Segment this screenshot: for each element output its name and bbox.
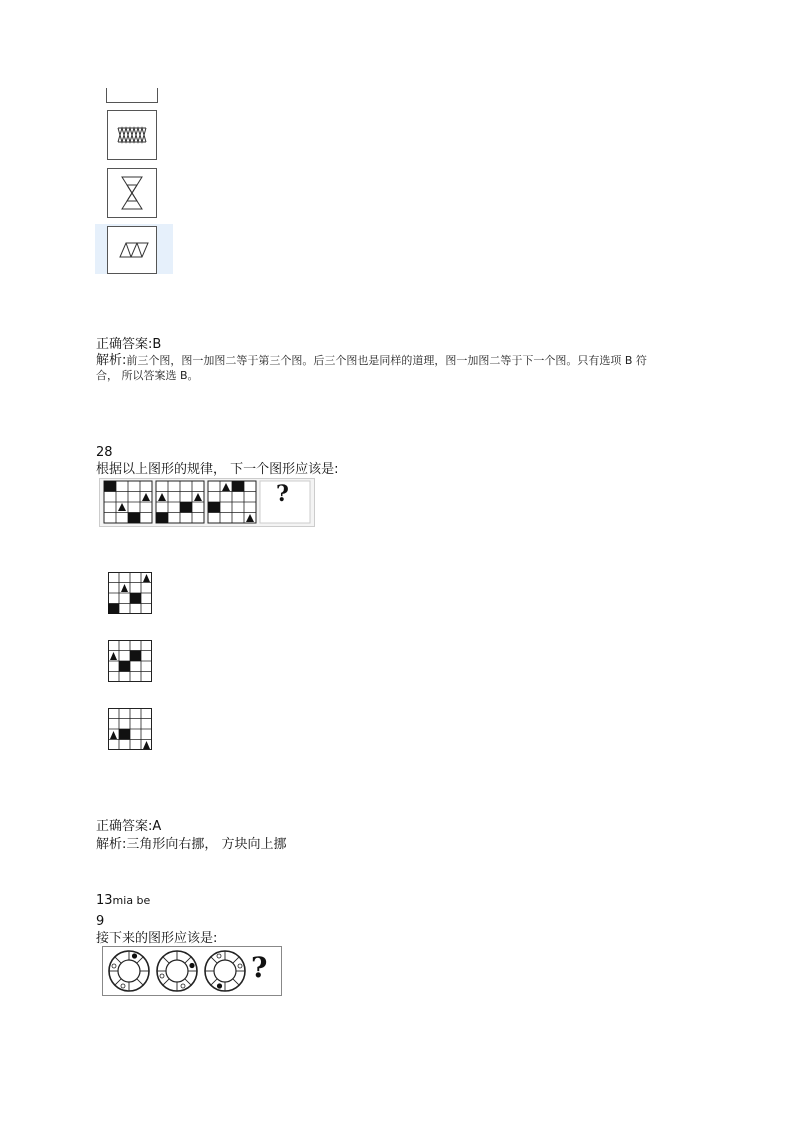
q27-option-partial[interactable] bbox=[106, 88, 158, 103]
q28-question-mark: ? bbox=[276, 481, 289, 507]
q27-option-c[interactable] bbox=[107, 226, 157, 274]
hourglass-triangles-icon bbox=[108, 169, 156, 217]
q28-option-a-grid bbox=[108, 572, 152, 614]
q28-analysis: 解析:三角形向右挪， 方块向上挪 bbox=[96, 837, 287, 852]
q27-analysis bbox=[96, 354, 647, 368]
q28-option-b[interactable] bbox=[108, 640, 152, 682]
q29-number: 9 bbox=[96, 914, 105, 929]
q27-option-b[interactable] bbox=[107, 168, 157, 218]
q29-question-mark: ? bbox=[251, 951, 268, 984]
q28-option-a[interactable] bbox=[108, 572, 152, 614]
q28-option-c-grid bbox=[108, 708, 152, 750]
q29-prompt: 接下来的图形应该是: bbox=[96, 931, 218, 946]
q27-answer: 正确答案:B bbox=[96, 337, 162, 352]
q28-prompt: 根据以上图形的规律， 下一个图形应该是: bbox=[96, 462, 339, 477]
q27-analysis-label: 解析: bbox=[96, 353, 127, 368]
q29-header bbox=[96, 893, 150, 909]
q29-sequence bbox=[102, 946, 282, 996]
q28-option-b-grid bbox=[108, 640, 152, 682]
q28-option-c[interactable] bbox=[108, 708, 152, 750]
q29-header-text: mia be bbox=[112, 894, 151, 907]
parallelogram-triangles-icon bbox=[108, 227, 156, 273]
q28-number: 28 bbox=[96, 445, 113, 460]
zigzag-triangles-icon bbox=[108, 111, 156, 159]
q27-analysis-line2: 合， 所以答案选 B。 bbox=[96, 369, 199, 382]
q28-answer: 正确答案:A bbox=[96, 819, 162, 834]
q28-sequence bbox=[99, 478, 315, 527]
q27-option-a[interactable] bbox=[107, 110, 157, 160]
q27-analysis-line1: 前三个图，图一加图二等于第三个图。后三个图也是同样的道理，图一加图二等于下一个图。只有选项 B 符 bbox=[126, 354, 647, 367]
q29-header-num: 13 bbox=[96, 893, 113, 908]
